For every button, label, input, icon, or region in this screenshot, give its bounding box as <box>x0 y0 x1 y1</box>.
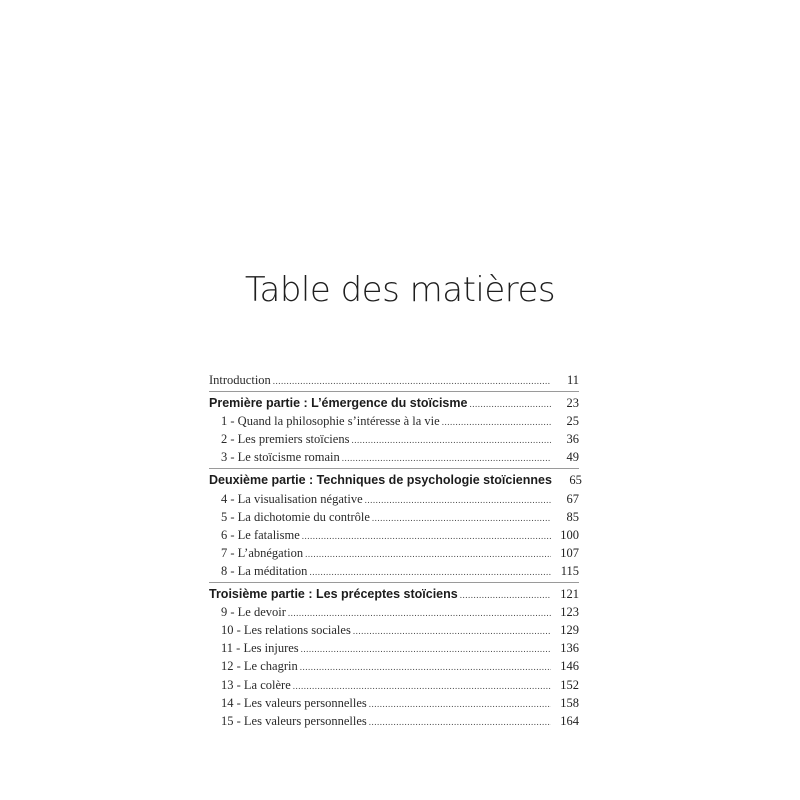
toc-page-number: 152 <box>560 677 579 692</box>
toc-page-number: 115 <box>560 563 579 578</box>
toc-chapter-entry <box>209 712 579 730</box>
dot-leader <box>288 604 551 622</box>
dot-leader <box>469 395 551 413</box>
toc-part-label: Première partie : L’émergence du stoïcisme <box>209 396 468 411</box>
toc-chapter-entry <box>209 603 579 621</box>
toc-chapter-label: 5 - La dichotomie du contrôle <box>221 509 370 524</box>
dot-leader <box>442 413 551 431</box>
toc-chapter-label: 10 - Les relations sociales <box>221 623 351 638</box>
toc-page-number: 11 <box>566 373 579 387</box>
dot-leader <box>300 658 551 676</box>
section-divider <box>209 582 579 583</box>
toc-chapter-label: 4 - La visualisation négative <box>221 491 363 506</box>
toc-chapter-label: 11 - Les injures <box>221 641 299 656</box>
toc-chapter-label: 2 - Les premiers stoïciens <box>221 432 350 447</box>
toc-chapter-label: 3 - Le stoïcisme romain <box>221 450 340 465</box>
dot-leader <box>369 695 551 713</box>
dot-leader <box>302 527 551 545</box>
toc-page-number: 49 <box>566 450 579 465</box>
toc-page-number: 100 <box>560 527 579 542</box>
toc-part-heading <box>209 585 579 603</box>
toc-chapter-label: 15 - Les valeurs personnelles <box>221 713 367 728</box>
toc-chapter-entry <box>209 621 579 639</box>
toc-chapter-entry <box>209 544 579 562</box>
section-divider <box>209 468 579 469</box>
dot-leader <box>309 563 551 581</box>
dot-leader <box>372 509 551 527</box>
toc-chapter-entry <box>209 508 579 526</box>
toc-chapter-entry <box>209 448 579 466</box>
toc-page-number: 85 <box>566 509 579 524</box>
dot-leader <box>301 640 551 658</box>
dot-leader <box>353 622 551 640</box>
toc-page-number: 23 <box>566 396 579 411</box>
toc-page-number: 121 <box>560 587 579 602</box>
dot-leader <box>369 713 551 731</box>
toc-part-heading <box>209 471 582 489</box>
toc-page-number: 107 <box>560 545 579 560</box>
table-of-contents <box>209 371 582 730</box>
dot-leader <box>342 449 551 467</box>
toc-page-number: 65 <box>569 473 582 488</box>
toc-page-number: 158 <box>560 695 579 710</box>
toc-chapter-entry <box>209 694 579 712</box>
toc-chapter-label: 12 - Le chagrin <box>221 659 298 674</box>
toc-page-number: 67 <box>566 491 579 506</box>
toc-page-number: 129 <box>560 623 579 638</box>
toc-entry-label: Introduction <box>209 373 271 387</box>
toc-chapter-label: 1 - Quand la philosophie s’intéresse à la vie <box>221 414 440 429</box>
toc-part-label: Troisième partie : Les préceptes stoïciens <box>209 587 458 602</box>
toc-chapter-entry <box>209 430 579 448</box>
toc-chapter-entry <box>209 562 579 580</box>
toc-chapter-entry <box>209 490 579 508</box>
toc-chapter-label: 14 - Les valeurs personnelles <box>221 695 367 710</box>
toc-page-number: 136 <box>560 641 579 656</box>
toc-chapter-entry <box>209 639 579 657</box>
toc-chapter-entry <box>209 526 579 544</box>
dot-leader <box>293 677 551 695</box>
dot-leader <box>273 372 551 390</box>
toc-page-number: 146 <box>560 659 579 674</box>
toc-part-heading <box>209 394 579 412</box>
toc-part-label: Deuxième partie : Techniques de psychologie stoïciennes <box>209 473 552 488</box>
toc-page-number: 164 <box>560 713 579 728</box>
dot-leader <box>305 545 551 563</box>
toc-chapter-label: 13 - La colère <box>221 677 291 692</box>
toc-chapter-label: 6 - Le fatalisme <box>221 527 300 542</box>
toc-chapter-label: 7 - L’abnégation <box>221 545 304 560</box>
toc-page-number: 25 <box>566 414 579 429</box>
toc-chapter-label: 8 - La méditation <box>221 563 308 578</box>
page-title: Table des matières <box>244 270 556 310</box>
toc-chapter-entry <box>209 412 579 430</box>
toc-page-number: 123 <box>560 605 579 620</box>
toc-entry-introduction <box>209 371 579 389</box>
dot-leader <box>365 491 551 509</box>
dot-leader <box>460 586 551 604</box>
section-divider <box>209 391 579 392</box>
toc-page-number: 36 <box>566 432 579 447</box>
toc-chapter-entry <box>209 676 579 694</box>
toc-chapter-label: 9 - Le devoir <box>221 605 286 620</box>
toc-chapter-entry <box>209 657 579 675</box>
dot-leader <box>351 431 551 449</box>
